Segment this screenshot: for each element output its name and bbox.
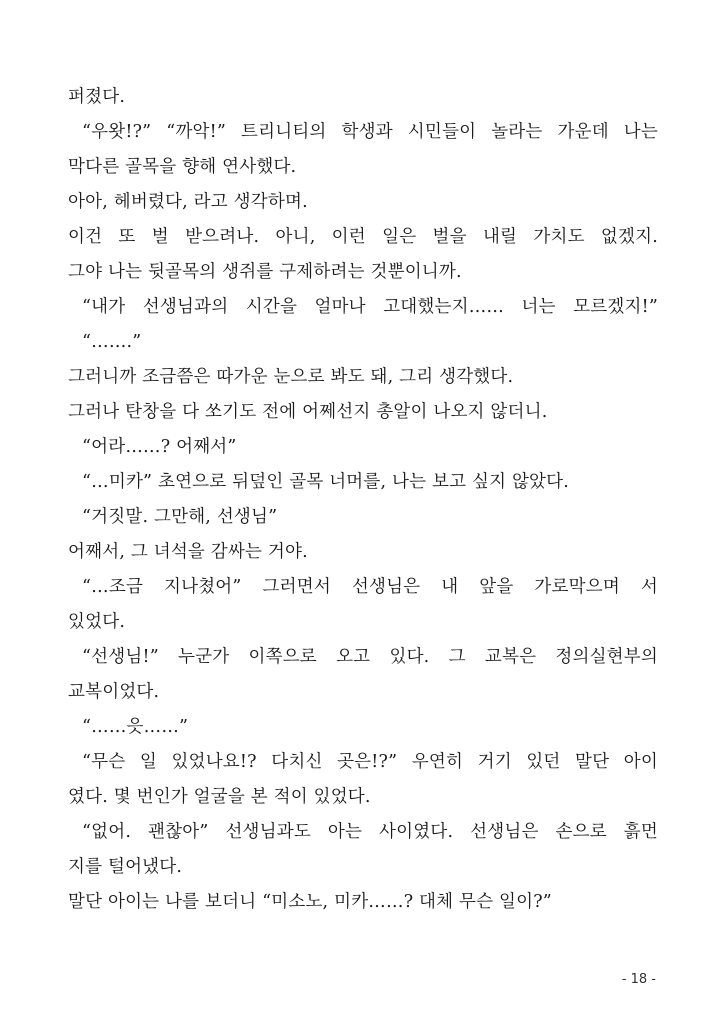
- text-line: “……읏……”: [82, 717, 189, 737]
- text-line: “선생님!” 누군가 이쪽으로 오고 있다. 그 교복은 정의실현부의: [82, 647, 658, 667]
- text-line: 지를 털어냈다.: [68, 857, 183, 877]
- text-line: “…조금 지나쳤어” 그러면서 선생님은 내 앞을 가로막으며 서: [82, 577, 658, 597]
- text-line: 였다. 몇 번인가 얼굴을 본 적이 있었다.: [68, 787, 371, 807]
- text-line: “우왓!?” “까악!” 트리니티의 학생과 시민들이 놀라는 가운데 나는: [82, 122, 658, 142]
- text-line: “무슨 일 있었나요!? 다치신 곳은!?” 우연히 거기 있던 말단 아이: [82, 752, 658, 772]
- text-line: 있었다.: [68, 612, 126, 632]
- document-page: [68, 80, 658, 920]
- text-line: 그러나 탄창을 다 쏘기도 전에 어쩨선지 총알이 나오지 않더니.: [68, 402, 548, 422]
- text-line: “…미카” 초연으로 뒤덮인 골목 너머를, 나는 보고 싶지 않았다.: [82, 472, 570, 492]
- text-line: “없어. 괜찮아” 선생님과도 아는 사이였다. 선생님은 손으로 흙먼: [82, 822, 658, 842]
- text-line: 아아, 헤버렸다, 라고 생각하며.: [68, 192, 308, 212]
- text-line: 어째서, 그 녀석을 감싸는 거야.: [68, 542, 308, 562]
- text-line: 교복이었다.: [68, 682, 160, 702]
- text-line: “…….”: [82, 332, 142, 352]
- text-line: 막다른 골목을 향해 연사했다.: [68, 157, 297, 177]
- text-line: 말단 아이는 나를 보더니 “미소노, 미카……? 대체 무슨 일이?”: [68, 892, 552, 912]
- text-line: “거짓말. 그만해, 선생님”: [82, 507, 278, 527]
- text-line: 그야 나는 뒷골목의 생쥐를 구제하려는 것뿐이니까.: [68, 262, 462, 282]
- text-line: 그러니까 조금쯤은 따가운 눈으로 봐도 돼, 그리 생각했다.: [68, 367, 514, 387]
- text-line: 이건 또 벌 받으려나. 아니, 이런 일은 벌을 내릴 가치도 없겠지.: [68, 227, 658, 247]
- text-line: “내가 선생님과의 시간을 얼마나 고대했는지…… 너는 모르겠지!”: [82, 297, 658, 317]
- text-line: “어라……? 어째서”: [82, 437, 237, 457]
- page-number: - 18 -: [621, 972, 656, 987]
- text-line: 퍼졌다.: [68, 87, 126, 107]
